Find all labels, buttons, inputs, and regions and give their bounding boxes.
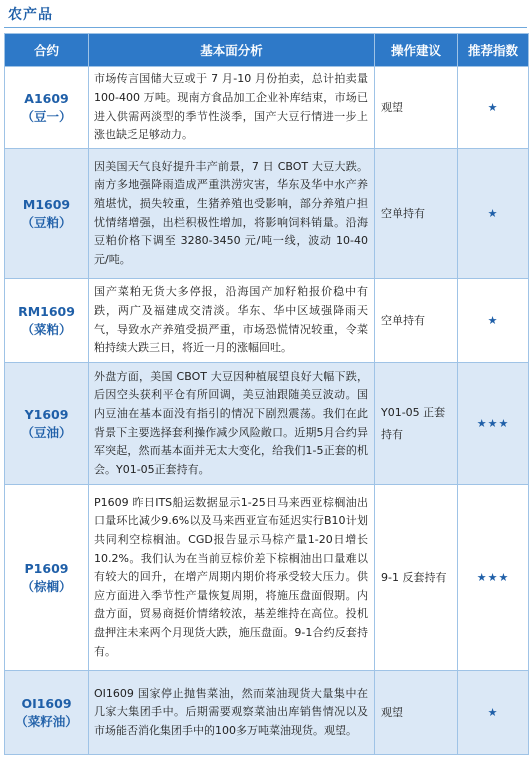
analysis-cell: 国产菜粕无货大多停报，沿海国产加籽粕报价稳中有跌，两广及福建成交清淡。华东、华中区域强降雨天气，导致水产养殖受损严重，市场恐慌情况较重，令菜粕持续大跌三日，将近一月的涨幅回吐。 — [89, 279, 375, 363]
header-rating: 推荐指数 — [458, 34, 529, 67]
contract-cell — [5, 279, 89, 363]
contract-cell — [5, 149, 89, 279]
analysis-cell: 外盘方面，美国 CBOT 大豆因种植展望良好大幅下跌，后因空头获利平仓有所回调，美豆油跟随美豆波动。国内豆油在基本面没有指引的情况下剧烈震荡。我们在此背景下主要选择套利操作减少风险敞口。近期5月合约异军突起，然而基本面并无太大变化，给我们1-5正套的机会。Y01-05正套持有。 — [89, 363, 375, 485]
contract-code: Y1609 — [24, 406, 69, 422]
rating-cell — [458, 363, 529, 485]
contract-cell — [5, 363, 89, 485]
contract-code: OI1609 — [21, 695, 72, 711]
analysis-cell: OI1609 国家停止抛售菜油，然而菜油现货大量集中在几家大集团手中。后期需要观察菜油出库销售情况以及市场能否消化集团手中的100多万吨菜油现货。观望。 — [89, 671, 375, 755]
rating-cell — [458, 279, 529, 363]
analysis-cell: 因美国天气良好提升丰产前景，7 日 CBOT 大豆大跌。南方多地强降雨造成严重洪涝灾害，华东及华中水产养殖堪忧，损失较重，生猪养殖也受影响，部分养殖户担忧情绪增强，出栏积极性增加，将影响饲料销量。沿海豆粕价格下调至 3280-3450 元/吨一线，波动 10-40 元/吨。 — [89, 149, 375, 279]
star-icon: ★ — [487, 571, 499, 584]
rating-cell — [458, 67, 529, 149]
header-contract: 合约 — [5, 34, 89, 67]
contract-name: （豆一） — [21, 108, 72, 124]
advice-cell: 观望 — [375, 67, 458, 149]
contract-code: A1609 — [24, 90, 69, 106]
section-title: 农产品 — [8, 7, 53, 23]
star-icon: ★ — [498, 571, 510, 584]
contract-name: （菜籽油） — [15, 713, 78, 729]
header-advice: 操作建议 — [375, 34, 458, 67]
star-icon: ★ — [487, 207, 499, 220]
star-icon: ★ — [476, 571, 488, 584]
table-row — [5, 67, 529, 149]
star-icon: ★ — [487, 417, 499, 430]
star-icon: ★ — [487, 314, 499, 327]
star-icon: ★ — [487, 706, 499, 719]
contract-code: M1609 — [22, 196, 71, 212]
advice-cell: 空单持有 — [375, 149, 458, 279]
contract-name: （豆油） — [21, 424, 72, 440]
rating-cell — [458, 671, 529, 755]
contract-name: （棕榈） — [21, 578, 72, 594]
advice-cell: 观望 — [375, 671, 458, 755]
rating-cell — [458, 149, 529, 279]
contract-cell — [5, 67, 89, 149]
analysis-cell: 市场传言国储大豆或于 7 月-10 月份拍卖，总计拍卖量 100-400 万吨。现南方食品加工企业补库结束，市场已进入供需两淡型的季节性淡季，国产大豆行情进一步上涨也缺乏足够动力。 — [89, 67, 375, 149]
star-icon: ★ — [476, 417, 488, 430]
advice-cell: 空单持有 — [375, 279, 458, 363]
contract-code: RM1609 — [18, 303, 75, 319]
contract-cell — [5, 671, 89, 755]
header-analysis: 基本面分析 — [89, 34, 375, 67]
recommendation-table — [4, 33, 529, 755]
contract-cell — [5, 485, 89, 671]
table-header-row — [5, 34, 529, 67]
table-row — [5, 279, 529, 363]
title-divider — [4, 27, 527, 28]
contract-name: （菜粕） — [21, 321, 72, 337]
contract-name: （豆粕） — [21, 214, 72, 230]
table-row — [5, 671, 529, 755]
table-row — [5, 485, 529, 671]
analysis-cell: P1609 昨日ITS船运数据显示1-25日马来西亚棕榈油出口量环比减少9.6%以及马来西亚宣布延迟实行B10计划共同利空棕榈油。CGD报告显示马棕产量1-20日增长10.2%。我们认为在当前豆棕价差下棕榈油出口量难以有较大的回升，在增产周期内期价将承受较大压力。供应方面进入季节性产量恢复周期，将施压盘面假期。内盘方面，贸易商挺价情绪较浓，基差维持在高位。投机盘押注未来两个月现货大跌，施压盘面。9-1合约反套持有。 — [89, 485, 375, 671]
star-icon: ★ — [487, 101, 499, 114]
advice-cell: 9-1 反套持有 — [375, 485, 458, 671]
table-row — [5, 363, 529, 485]
contract-code: P1609 — [24, 560, 69, 576]
advice-cell: Y01-05 正套持有 — [375, 363, 458, 485]
star-icon: ★ — [498, 417, 510, 430]
rating-cell — [458, 485, 529, 671]
table-row — [5, 149, 529, 279]
